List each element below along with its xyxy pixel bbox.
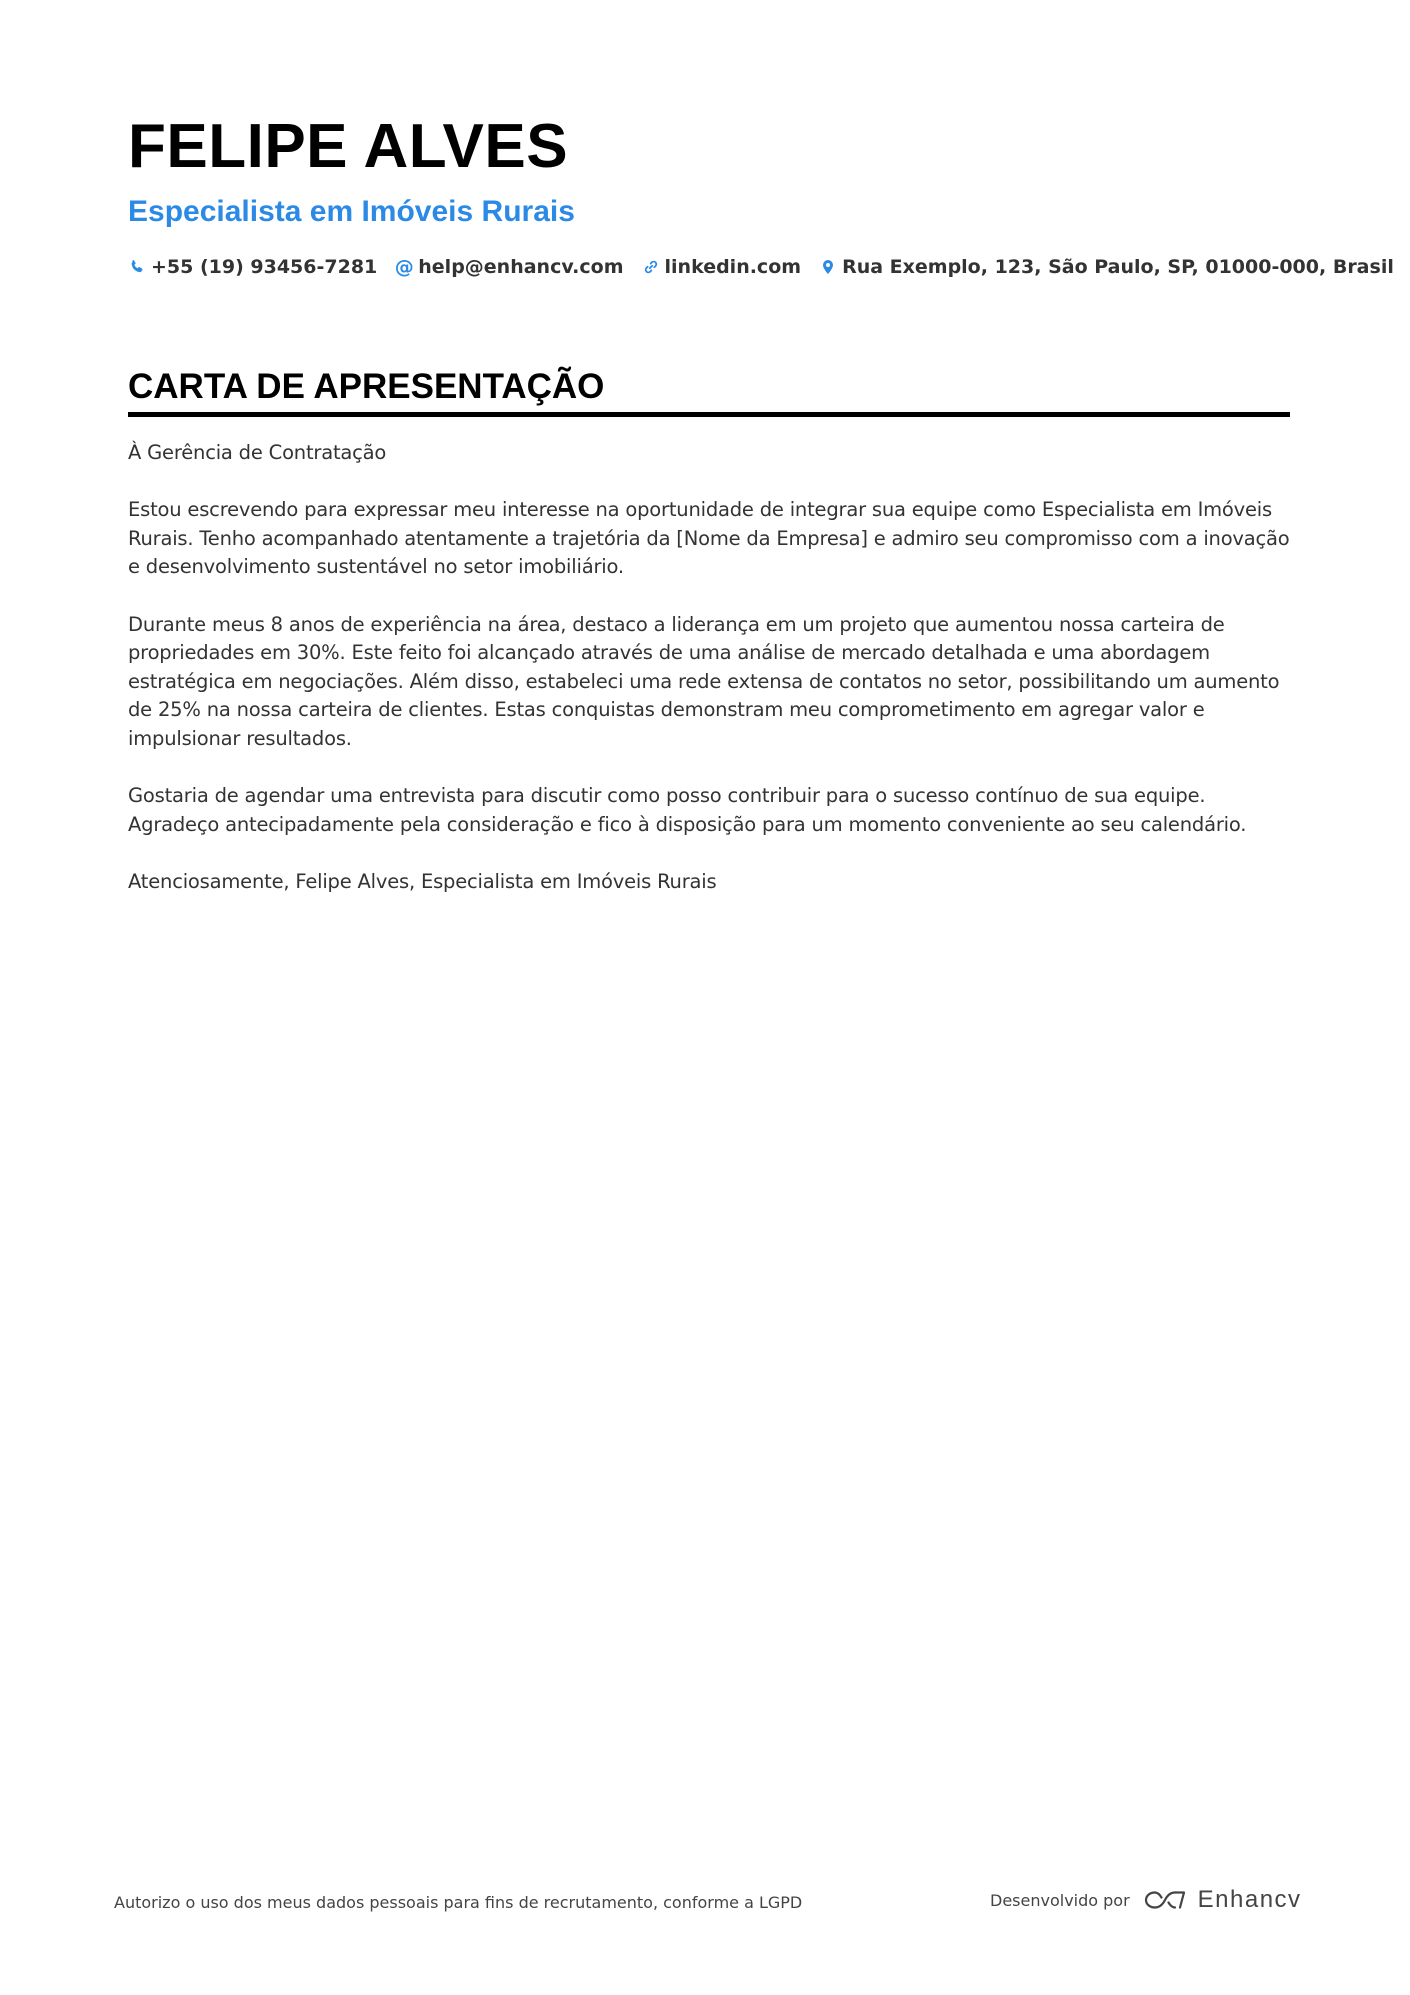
contact-website[interactable] — [642, 254, 802, 280]
candidate-title: Especialista em Imóveis Rurais — [128, 195, 575, 228]
contact-info — [128, 254, 1394, 280]
cover-letter-section — [128, 366, 1290, 925]
at-icon — [395, 258, 413, 276]
consent-note: Autorizo o uso dos meus dados pessoais para fins de recrutamento, conforme a LGPD — [114, 1893, 803, 1912]
contact-email[interactable] — [395, 254, 623, 280]
location-pin-icon — [819, 258, 837, 276]
link-icon — [642, 258, 660, 276]
letter-closing: Atenciosamente, Felipe Alves, Especialista em Imóveis Rurais — [128, 869, 717, 893]
contact-address — [819, 254, 1394, 280]
letter-paragraph: Gostaria de agendar uma entrevista para discutir como posso contribuir para o sucesso contínuo de sua equipe. Agradeço antecipadamente pela consideração e fico à disposição para um momento conveniente ao seu calendário. — [128, 784, 1247, 836]
powered-by-label: Desenvolvido por — [990, 1890, 1130, 1910]
section-title: CARTA DE APRESENTAÇÃO — [128, 366, 1290, 417]
letter-salutation: À Gerência de Contratação — [128, 441, 387, 464]
letter-paragraph: Estou escrevendo para expressar meu interesse na oportunidade de integrar sua equipe como Especialista em Imóveis Rurais. Tenho acompanhado atentamente a trajetória da [Nome da Empresa] e admiro seu compromisso com a inovação e desenvolvimento sustentável no setor imobiliário. — [128, 498, 1290, 579]
letter-paragraph: Durante meus 8 anos de experiência na área, destaco a liderança em um projeto que aumentou nossa carteira de propriedades em 30%. Este feito foi alcançado através de uma análise de mercado detalhada e uma abordagem estratégica em negociações. Além disso, estabeleci uma rede extensa de contatos no setor, possibilitando um aumento de 25% na nossa carteira de clientes. Estas conquistas demonstram meu comprometimento em agregar valor e impulsionar resultados. — [128, 612, 1280, 750]
candidate-name: FELIPE ALVES — [128, 112, 569, 181]
at-symbol: @ — [394, 256, 414, 278]
letter-body — [128, 439, 1290, 897]
website-text: linkedin.com — [664, 256, 802, 278]
address-text: Rua Exemplo, 123, São Paulo, SP, 01000-000, Brasil — [842, 256, 1394, 278]
phone-icon — [128, 258, 146, 276]
brand-name: Enhancv — [1197, 1886, 1302, 1913]
enhancv-logo-icon — [1142, 1887, 1188, 1913]
contact-phone[interactable] — [128, 254, 377, 280]
powered-by[interactable] — [990, 1886, 1302, 1914]
email-text: help@enhancv.com — [418, 256, 624, 278]
phone-text: +55 (19) 93456-7281 — [151, 256, 378, 278]
resume-header — [128, 112, 1394, 280]
